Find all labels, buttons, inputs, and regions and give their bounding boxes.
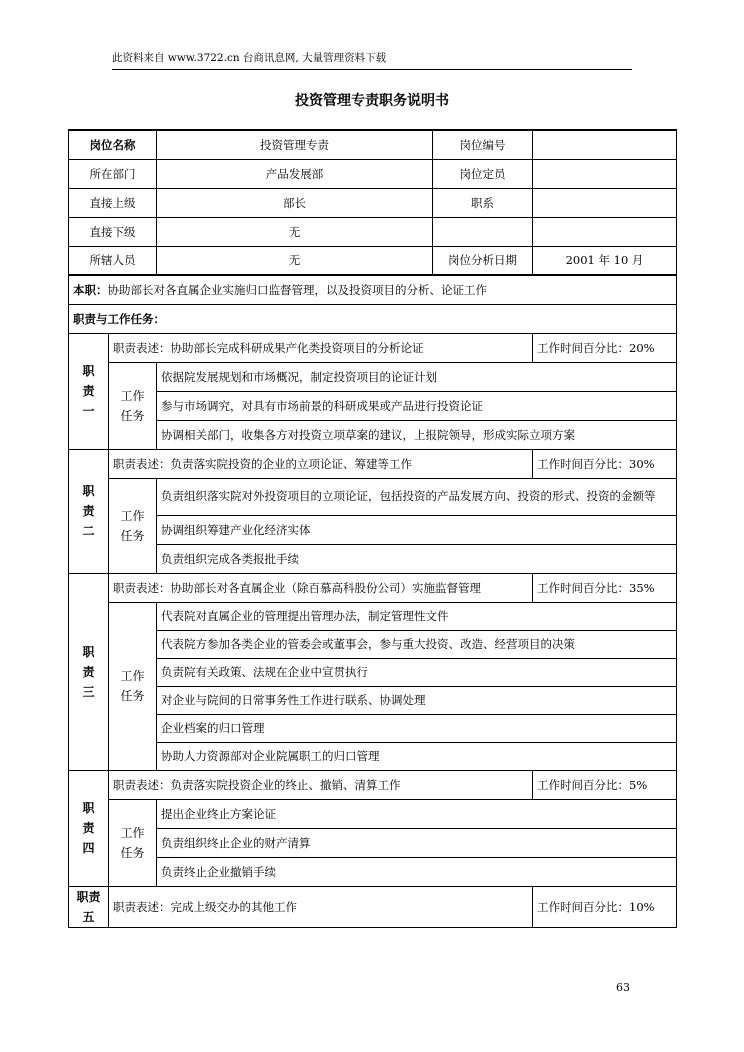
info-row-subordinate: [69, 217, 677, 246]
staff-label: 所辖人员: [69, 246, 157, 275]
duty-3-task-3: 负责院有关政策、法规在企业中宣贯执行: [157, 658, 677, 686]
info-row-position: [69, 130, 677, 159]
duty-1-task-row: [69, 420, 677, 449]
duty-3-task-4: 对企业与院间的日常事务性工作进行联系、协调处理: [157, 686, 677, 714]
duty-2-time: 工作时间百分比：30%: [533, 449, 677, 478]
duty-4-task-1: 提出企业终止方案论证: [157, 799, 677, 828]
position-name-value: 投资管理专责: [157, 130, 433, 159]
job-family-label: 职系: [433, 188, 533, 217]
duty-2-task-row: [69, 515, 677, 544]
info-row-department: [69, 159, 677, 188]
superior-value: 部长: [157, 188, 433, 217]
job-family-value: [533, 188, 677, 217]
duty-1-statement: 职责表述：协助部长完成科研成果产化类投资项目的分析论证: [109, 333, 533, 362]
duty-5-label: 职责 五: [69, 886, 109, 927]
duty-1-statement-row: [69, 333, 677, 362]
duty-4-task-row: [69, 828, 677, 857]
duty-4-statement-row: [69, 770, 677, 799]
analysis-date-value: 2001 年 10 月: [533, 246, 677, 275]
headcount-value: [533, 159, 677, 188]
duty-3-time: 工作时间百分比：35%: [533, 573, 677, 602]
duty-1-time: 工作时间百分比：20%: [533, 333, 677, 362]
position-name-label: 岗位名称: [69, 130, 157, 159]
duty-3-task-label: 工作 任务: [109, 602, 157, 770]
duty-3-statement-row: [69, 573, 677, 602]
core-label: 本职：: [73, 282, 108, 297]
duty-2-task-row: [69, 544, 677, 573]
duty-2-label: 职 责 二: [69, 449, 109, 573]
duty-3-task-2: 代表院方参加各类企业的管委会或董事会，参与重大投资、改造、经营项目的决策: [157, 630, 677, 658]
duty-5-statement-row: [69, 886, 677, 927]
duty-4-task-2: 负责组织终止企业的财产清算: [157, 828, 677, 857]
analysis-date-label: 岗位分析日期: [433, 246, 533, 275]
duty-4-task-3: 负责终止企业撤销手续: [157, 857, 677, 886]
duty-3-task-1: 代表院对直属企业的管理提出管理办法，制定管理性文件: [157, 602, 677, 630]
duty-3-task-5: 企业档案的归口管理: [157, 714, 677, 742]
duty-4-task-label: 工作 任务: [109, 799, 157, 886]
duty-4-statement: 职责表述：负责落实院投资企业的终止、撤销、清算工作: [109, 770, 533, 799]
core-responsibility-row: [69, 275, 677, 304]
document-title: 投资管理专责职务说明书: [295, 93, 449, 109]
duty-3-task-row: [69, 686, 677, 714]
duty-4-label: 职 责 四: [69, 770, 109, 886]
headcount-label: 岗位定员: [433, 159, 533, 188]
duty-3-task-row: [69, 658, 677, 686]
job-description-table: [68, 129, 677, 928]
duty-2-task-1: 负责组织落实院对外投资项目的立项论证，包括投资的产品发展方向、投资的形式、投资的金额等: [157, 478, 677, 515]
position-id-label: 岗位编号: [433, 130, 533, 159]
duty-1-task-label: 工作 任务: [109, 362, 157, 449]
duty-1-label: 职 责 一: [69, 333, 109, 449]
duties-heading-row: [69, 304, 677, 333]
duty-3-task-row: [69, 742, 677, 770]
department-value: 产品发展部: [157, 159, 433, 188]
duty-3-task-row: [69, 714, 677, 742]
duty-3-label: 职 责 三: [69, 573, 109, 770]
page-header: 此资料来自 www.3722.cn 台商讯息网, 大量管理资料下载: [112, 50, 632, 70]
duty-2-task-2: 协调组织筹建产业化经济实体: [157, 515, 677, 544]
duty-1-task-row: [69, 362, 677, 391]
duty-1-task-3: 协调相关部门，收集各方对投资立项草案的建议，上报院领导，形成实际立项方案: [157, 420, 677, 449]
duty-1-task-2: 参与市场调究，对具有市场前景的科研成果或产品进行投资论证: [157, 391, 677, 420]
staff-value: 无: [157, 246, 433, 275]
duty-5-time: 工作时间百分比：10%: [533, 886, 677, 927]
duty-5-statement: 职责表述：完成上级交办的其他工作: [109, 886, 533, 927]
duty-2-task-row: [69, 478, 677, 515]
core-responsibility: [69, 275, 677, 304]
position-id-value: [533, 130, 677, 159]
duty-1-task-row: [69, 391, 677, 420]
info-row-superior: [69, 188, 677, 217]
superior-label: 直接上级: [69, 188, 157, 217]
core-text: 协助部长对各直属企业实施归口监督管理，以及投资项目的分析、论证工作: [107, 282, 487, 297]
duty-2-task-label: 工作 任务: [109, 478, 157, 573]
subordinate-value: 无: [157, 217, 433, 246]
duty-3-task-row: [69, 630, 677, 658]
page-number: 63: [616, 981, 630, 994]
duty-3-statement: 职责表述：协助部长对各直属企业（除百慕高科股份公司）实施监督管理: [109, 573, 533, 602]
duties-heading: 职责与工作任务：: [69, 304, 677, 333]
duty-3-task-row: [69, 602, 677, 630]
duty-2-statement-row: [69, 449, 677, 478]
duty-4-task-row: [69, 857, 677, 886]
duty-4-task-row: [69, 799, 677, 828]
duty-4-time: 工作时间百分比：5%: [533, 770, 677, 799]
department-label: 所在部门: [69, 159, 157, 188]
duty-3-task-6: 协助人力资源部对企业院属职工的归口管理: [157, 742, 677, 770]
info-row-staff: [69, 246, 677, 275]
duty-2-statement: 职责表述：负责落实院投资的企业的立项论证、筹建等工作: [109, 449, 533, 478]
duty-2-task-3: 负责组织完成各类报批手续: [157, 544, 677, 573]
duty-1-task-1: 依据院发展规划和市场概况，制定投资项目的论证计划: [157, 362, 677, 391]
empty-value: [533, 217, 677, 246]
empty-label: [433, 217, 533, 246]
subordinate-label: 直接下级: [69, 217, 157, 246]
